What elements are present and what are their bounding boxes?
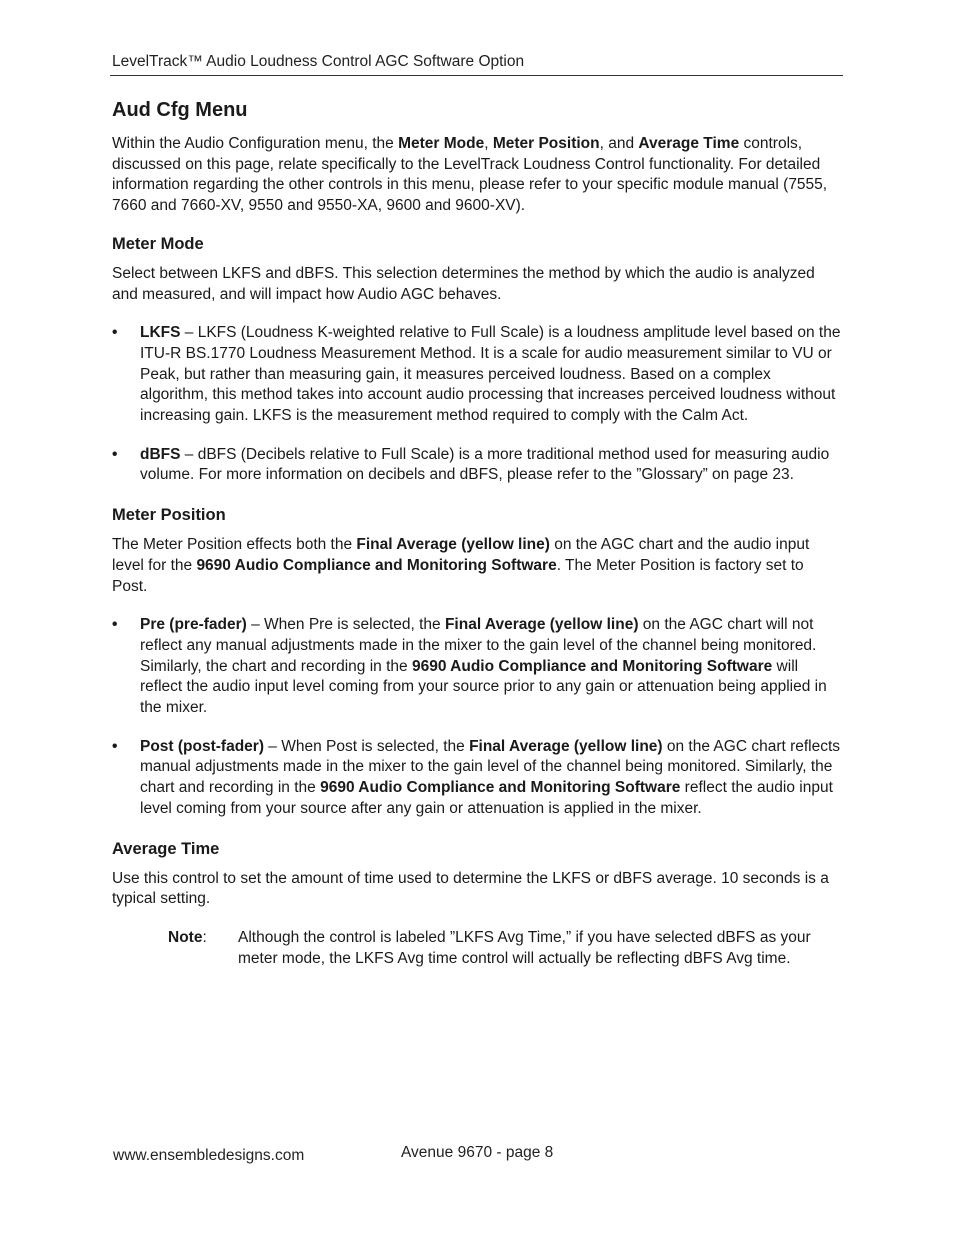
bullet-term-lkfs: LKFS [140,324,181,342]
pre-text-2: on the AGC chart will not reflect any manual adjustments made in the mixer to the gain level of the channel being monitored. Similarly, the chart and recording in the [140,616,817,675]
average-time-intro: Use this control to set the amount of time used to determine the LKFS or dBFS average. 10 seconds is a typical setting. [112,869,829,908]
note-block [168,928,842,969]
post-text-2: on the AGC chart reflects manual adjustments made in the mixer to the gain level of the channel being monitored. Similarly, the chart and recording in the [140,737,841,797]
footer-website: www.ensembledesigns.com [113,1147,305,1164]
meter-position-heading: Meter Position [112,506,226,525]
bullet-glyph: • [112,445,118,463]
intro-term-average-time: Average Time [638,135,740,152]
section-title: Aud Cfg Menu [112,99,248,121]
bullet-item-pre-fader [112,615,842,719]
note-label-text: Note [168,928,203,946]
note-text: Although the control is labeled ”LKFS Avg Time,” if you have selected dBFS as your meter mode, the LKFS Avg time control will actually be reflecting dBFS Avg time. [238,928,811,967]
mp-intro-text-1: The Meter Position effects both the [112,536,357,554]
pre-text-1: – When Pre is selected, the [246,616,445,634]
pre-term-9690: 9690 Audio Compliance and Monitoring Software [411,657,773,675]
running-header: LevelTrack™ Audio Loudness Control AGC Software Option [112,53,525,70]
meter-mode-intro: Select between LKFS and dBFS. This selection determines the method by which the audio is analyzed and measured, and will impact how Audio AGC behaves. [112,264,815,303]
intro-text-2: , [484,135,493,152]
meter-mode-heading: Meter Mode [112,234,204,253]
section-intro-paragraph [112,134,842,217]
bullet-item-dbfs [112,445,842,486]
mp-intro-text-2: on the AGC chart and the audio input level for the [112,536,810,574]
note-label [168,928,207,949]
pre-term-final-average: Final Average (yellow line) [444,616,639,634]
bullet-term-pre: Pre (pre-fader) [140,616,247,634]
bullet-glyph: • [112,737,118,755]
intro-text-4: controls, discussed on this page, relate specifically to the LevelTrack Loudness Control functionality. For detailed information regarding the other controls in this menu, please refer to your specific module manual (7555, 7660 and 7660-XV, 9550 and 9550-XA, 9600 and 9600-XV). [112,135,828,215]
mp-intro-text-3: . The Meter Position is factory set to Post. [112,556,804,595]
average-time-heading: Average Time [112,839,220,858]
intro-text-1: Within the Audio Configuration menu, the [112,135,399,152]
post-text-1: – When Post is selected, the [264,737,470,755]
page-content [112,96,842,969]
post-text-3: reflect the audio input level coming from your source after any gain or attenuation is applied in the mixer. [140,779,833,817]
header-rule [110,75,843,76]
bullet-text-dbfs: – dBFS (Decibels relative to Full Scale) is a more traditional method used for measuring audio volume. For more information on decibels and dBFS, please refer to the ”Glossary” on page 23. [140,445,830,484]
bullet-glyph: • [112,616,118,634]
post-term-final-average: Final Average (yellow line) [469,737,663,755]
mp-intro-term-9690: 9690 Audio Compliance and Monitoring Software [196,556,557,574]
meter-position-intro [112,535,842,597]
bullet-text-lkfs: – LKFS (Loudness K-weighted relative to Full Scale) is a loudness amplitude level based on the ITU-R BS.1770 Loudness Measurement Method. It is a scale for audio measurement similar to VU or Peak, but rather than measuring gain, it measures perceived loudness. Based on a complex algorithm, this method takes into account audio processing that increases perceived loudness without increasing gain. LKFS is the measurement method required to comply with the Calm Act. [140,324,841,425]
bullet-term-post: Post (post-fader) [140,737,264,755]
footer-page-number: Avenue 9670 - page 8 [401,1144,554,1161]
note-label-colon: : [202,928,207,946]
pre-text-3: will reflect the audio input level coming from your source prior to any gain or attenuation being applied in the mixer. [140,657,827,717]
bullet-term-dbfs: dBFS [140,445,181,463]
intro-term-meter-mode: Meter Mode [398,135,485,152]
intro-text-3: , and [599,135,639,152]
intro-term-meter-position: Meter Position [492,135,600,152]
bullet-glyph: • [112,324,118,342]
bullet-item-post-fader [112,737,842,820]
bullet-item-lkfs [112,323,842,427]
mp-intro-term-final-average: Final Average (yellow line) [356,536,550,554]
post-term-9690: 9690 Audio Compliance and Monitoring Software [320,779,681,797]
